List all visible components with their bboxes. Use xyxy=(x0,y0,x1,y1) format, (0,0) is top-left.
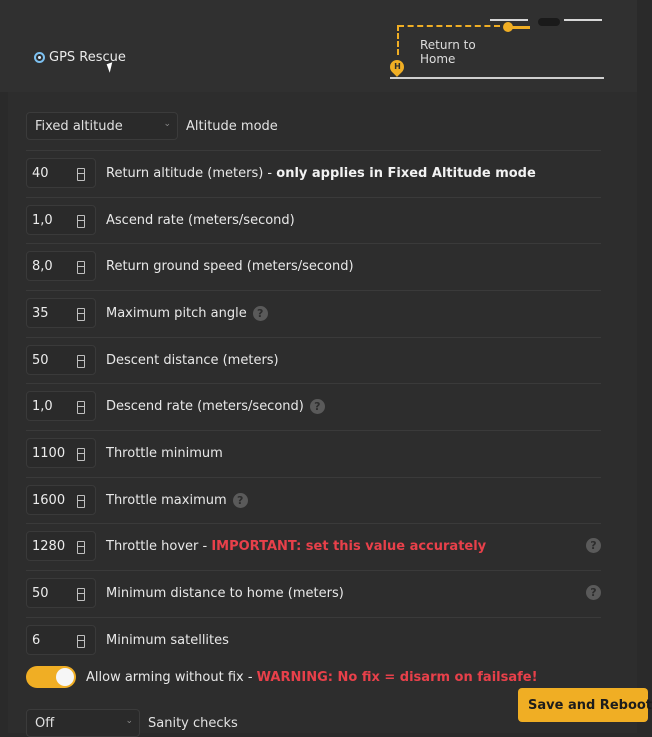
field-row-ground-speed xyxy=(26,243,601,289)
field-label: Descend rate (meters/second) xyxy=(106,398,304,414)
descend-rate-input[interactable] xyxy=(26,391,96,421)
spinner-icon[interactable] xyxy=(77,355,85,368)
field-row-ascend-rate xyxy=(26,197,601,243)
field-row-throttle-min xyxy=(26,430,601,476)
field-value: 1,0 xyxy=(32,212,53,228)
allow-arming-label xyxy=(86,670,538,685)
radio-selected-icon[interactable] xyxy=(34,52,45,63)
label-text: Throttle hover - xyxy=(106,538,212,554)
sanity-checks-label: Sanity checks xyxy=(148,715,238,731)
allow-arming-row xyxy=(26,666,538,688)
field-value: 1280 xyxy=(32,538,66,554)
home-pin-letter: H xyxy=(394,62,401,71)
help-icon[interactable]: ? xyxy=(586,538,601,553)
toggle-knob xyxy=(56,668,74,686)
ground-line xyxy=(390,77,604,79)
return-altitude-input[interactable] xyxy=(26,158,96,188)
sanity-checks-value: Off xyxy=(35,715,55,731)
field-value: 40 xyxy=(32,165,49,181)
field-value: 1100 xyxy=(32,445,66,461)
caption-line-2: Home xyxy=(420,52,456,66)
field-row-min-satellites xyxy=(26,617,601,663)
sanity-checks-row xyxy=(26,709,238,737)
field-row-pitch-angle xyxy=(26,290,601,336)
field-label: Descent distance (meters) xyxy=(106,352,279,368)
spinner-icon[interactable] xyxy=(77,215,85,228)
ascend-rate-input[interactable] xyxy=(26,205,96,235)
field-row-return-altitude xyxy=(26,150,601,196)
spinner-icon[interactable] xyxy=(77,541,85,554)
emphasis-text: only applies in Fixed Altitude mode xyxy=(276,165,536,181)
altitude-mode-select[interactable] xyxy=(26,112,178,140)
field-row-descent-distance xyxy=(26,337,601,383)
label-text: Allow arming without fix - xyxy=(86,669,257,685)
field-row-descend-rate xyxy=(26,383,601,429)
field-value: 6 xyxy=(32,632,41,648)
spinner-icon[interactable] xyxy=(77,308,85,321)
throttle-max-input[interactable] xyxy=(26,485,96,515)
field-value: 50 xyxy=(32,352,49,368)
altitude-mode-row xyxy=(26,112,278,140)
field-value: 8,0 xyxy=(32,258,53,274)
field-row-throttle-hover xyxy=(26,523,601,569)
throttle-min-input[interactable] xyxy=(26,438,96,468)
help-icon[interactable]: ? xyxy=(233,493,248,508)
field-value: 1,0 xyxy=(32,398,53,414)
spinner-icon[interactable] xyxy=(77,495,85,508)
gps-rescue-label: GPS Rescue xyxy=(49,50,126,65)
field-label: Return ground speed (meters/second) xyxy=(106,258,354,274)
save-and-reboot-button[interactable]: Save and Reboot xyxy=(518,688,648,722)
spinner-icon[interactable] xyxy=(77,588,85,601)
help-icon[interactable]: ? xyxy=(310,399,325,414)
label-text: Return altitude (meters) - xyxy=(106,165,277,181)
throttle-hover-input[interactable] xyxy=(26,531,96,561)
help-icon[interactable]: ? xyxy=(253,306,268,321)
drone-path-segment xyxy=(508,26,530,29)
descent-path-dashed xyxy=(397,25,399,55)
field-label: Throttle minimum xyxy=(106,445,223,461)
sanity-checks-select[interactable] xyxy=(26,709,140,737)
quadcopter-icon xyxy=(538,18,560,26)
altitude-bar xyxy=(490,19,528,21)
field-value: 35 xyxy=(32,305,49,321)
descent-distance-input[interactable] xyxy=(26,345,96,375)
altitude-mode-label: Altitude mode xyxy=(186,118,278,134)
pitch-angle-input[interactable] xyxy=(26,298,96,328)
help-icon[interactable]: ? xyxy=(586,585,601,600)
field-label: Ascend rate (meters/second) xyxy=(106,212,295,228)
min-distance-home-input[interactable] xyxy=(26,578,96,608)
field-row-throttle-max xyxy=(26,477,601,523)
field-value: 1600 xyxy=(32,492,66,508)
allow-arming-toggle[interactable] xyxy=(26,666,76,688)
return-to-home-caption xyxy=(420,38,500,66)
spinner-icon[interactable] xyxy=(77,168,85,181)
spinner-icon[interactable] xyxy=(77,448,85,461)
chevron-down-icon: ⌄ xyxy=(163,119,171,129)
caption-line-1: Return to xyxy=(420,38,476,52)
chevron-down-icon: ⌄ xyxy=(125,716,133,726)
return-to-home-diagram xyxy=(390,10,604,82)
altitude-mode-value: Fixed altitude xyxy=(35,118,123,134)
field-value: 50 xyxy=(32,585,49,601)
failsafe-warning: WARNING: No fix = disarm on failsafe! xyxy=(256,669,538,685)
field-label: Minimum satellites xyxy=(106,632,229,648)
field-row-min-distance-home xyxy=(26,570,601,616)
altitude-bar-right xyxy=(564,19,602,21)
spinner-icon[interactable] xyxy=(77,401,85,414)
flight-path-dashed xyxy=(398,25,500,27)
min-satellites-input[interactable] xyxy=(26,625,96,655)
field-label: Throttle maximum xyxy=(106,492,227,508)
field-label xyxy=(106,166,536,181)
field-label xyxy=(106,539,486,554)
field-label: Maximum pitch angle xyxy=(106,305,247,321)
important-note: IMPORTANT: set this value accurately xyxy=(211,538,487,554)
ground-speed-input[interactable] xyxy=(26,251,96,281)
spinner-icon[interactable] xyxy=(77,261,85,274)
spinner-icon[interactable] xyxy=(77,635,85,648)
field-label: Minimum distance to home (meters) xyxy=(106,585,344,601)
